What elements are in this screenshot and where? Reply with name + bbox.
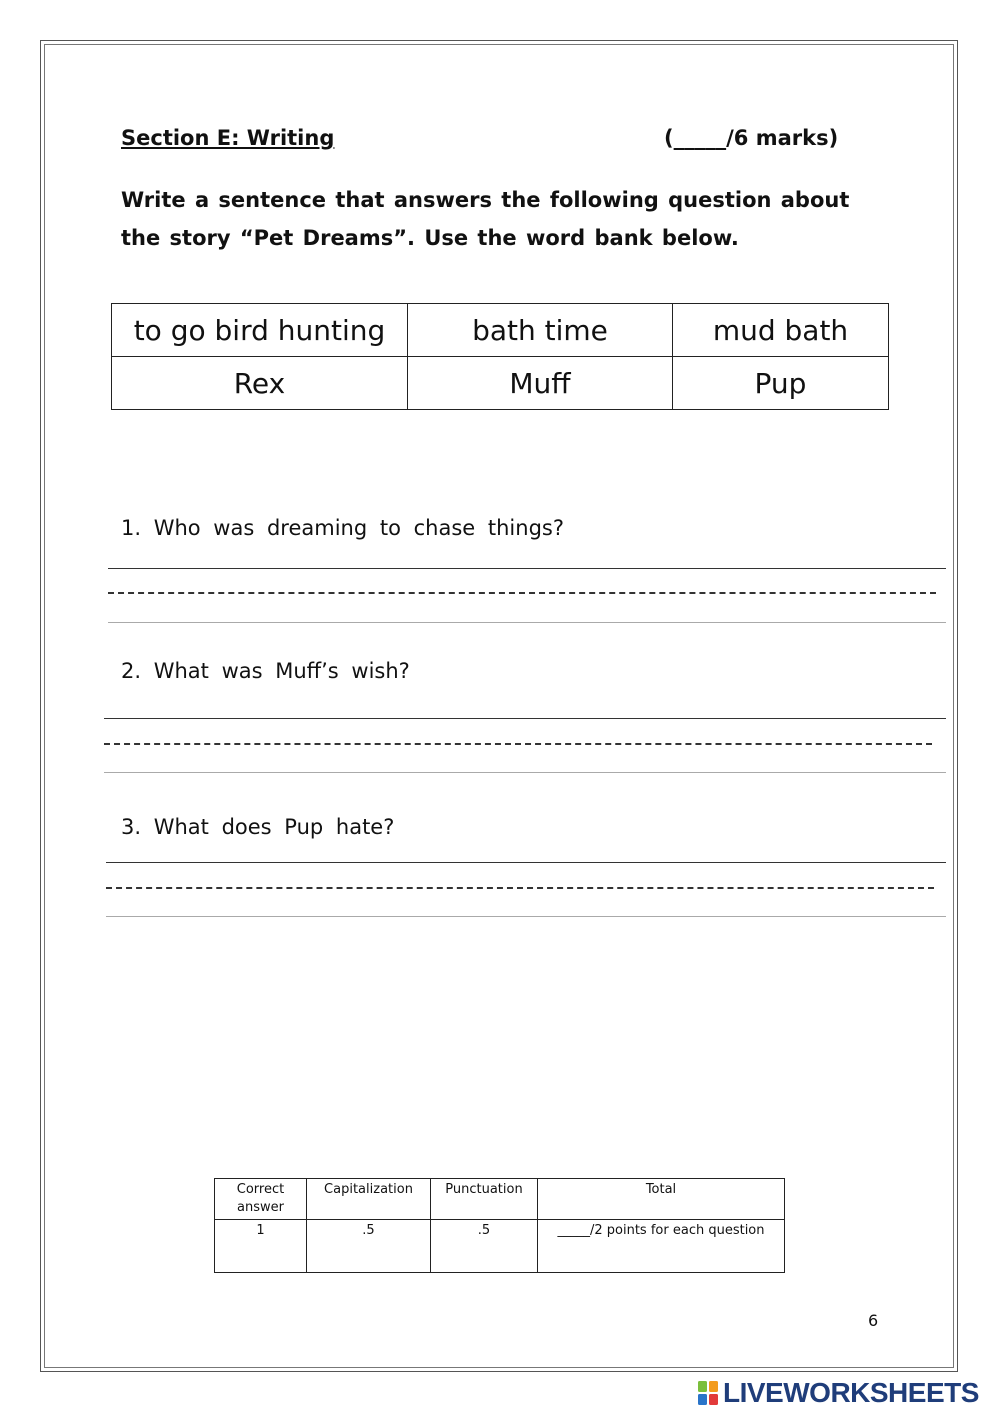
rubric-value: .5 <box>431 1220 538 1273</box>
section-title: Section E: Writing <box>121 126 335 150</box>
word-bank-row <box>112 304 889 357</box>
liveworksheets-logo-icon <box>697 1380 719 1406</box>
answer-line-dashed[interactable] <box>108 592 936 594</box>
answer-line-bottom <box>104 772 946 773</box>
liveworksheets-brand[interactable] <box>697 1378 979 1408</box>
word-bank-cell: to go bird hunting <box>112 304 408 357</box>
word-bank-cell: Rex <box>112 357 408 410</box>
word-bank-cell: mud bath <box>673 304 889 357</box>
page-number: 6 <box>868 1311 879 1330</box>
word-bank-cell: bath time <box>408 304 673 357</box>
rubric-value: .5 <box>307 1220 431 1273</box>
section-marks: (_____/6 marks) <box>664 126 839 150</box>
rubric-value: _____/2 points for each question <box>538 1220 785 1273</box>
answer-line-top <box>108 568 946 569</box>
answer-line-top <box>104 718 946 719</box>
instruction-text: Write a sentence that answers the following question about the story “Pet Dreams”. Use the word bank below. <box>121 188 850 250</box>
brand-name: LIVEWORKSHEETS <box>723 1377 979 1408</box>
answer-line-bottom <box>106 916 946 917</box>
word-bank-table <box>111 303 889 410</box>
rubric-header: Capitalization <box>307 1179 431 1220</box>
rubric-table <box>214 1178 785 1273</box>
rubric-header: Total <box>538 1179 785 1220</box>
answer-line-dashed[interactable] <box>104 743 932 745</box>
answer-line-bottom <box>108 622 946 623</box>
word-bank-row <box>112 357 889 410</box>
rubric-header: Correct answer <box>215 1179 307 1220</box>
rubric-header-row <box>215 1179 785 1220</box>
question-1: 1. Who was dreaming to chase things? <box>121 516 564 540</box>
rubric-header: Punctuation <box>431 1179 538 1220</box>
rubric-value-row <box>215 1220 785 1273</box>
question-3: 3. What does Pup hate? <box>121 815 395 839</box>
rubric-value: 1 <box>215 1220 307 1273</box>
answer-line-dashed[interactable] <box>106 887 934 889</box>
word-bank-cell: Pup <box>673 357 889 410</box>
word-bank-cell: Muff <box>408 357 673 410</box>
answer-line-top <box>106 862 946 863</box>
question-2: 2. What was Muff’s wish? <box>121 659 410 683</box>
